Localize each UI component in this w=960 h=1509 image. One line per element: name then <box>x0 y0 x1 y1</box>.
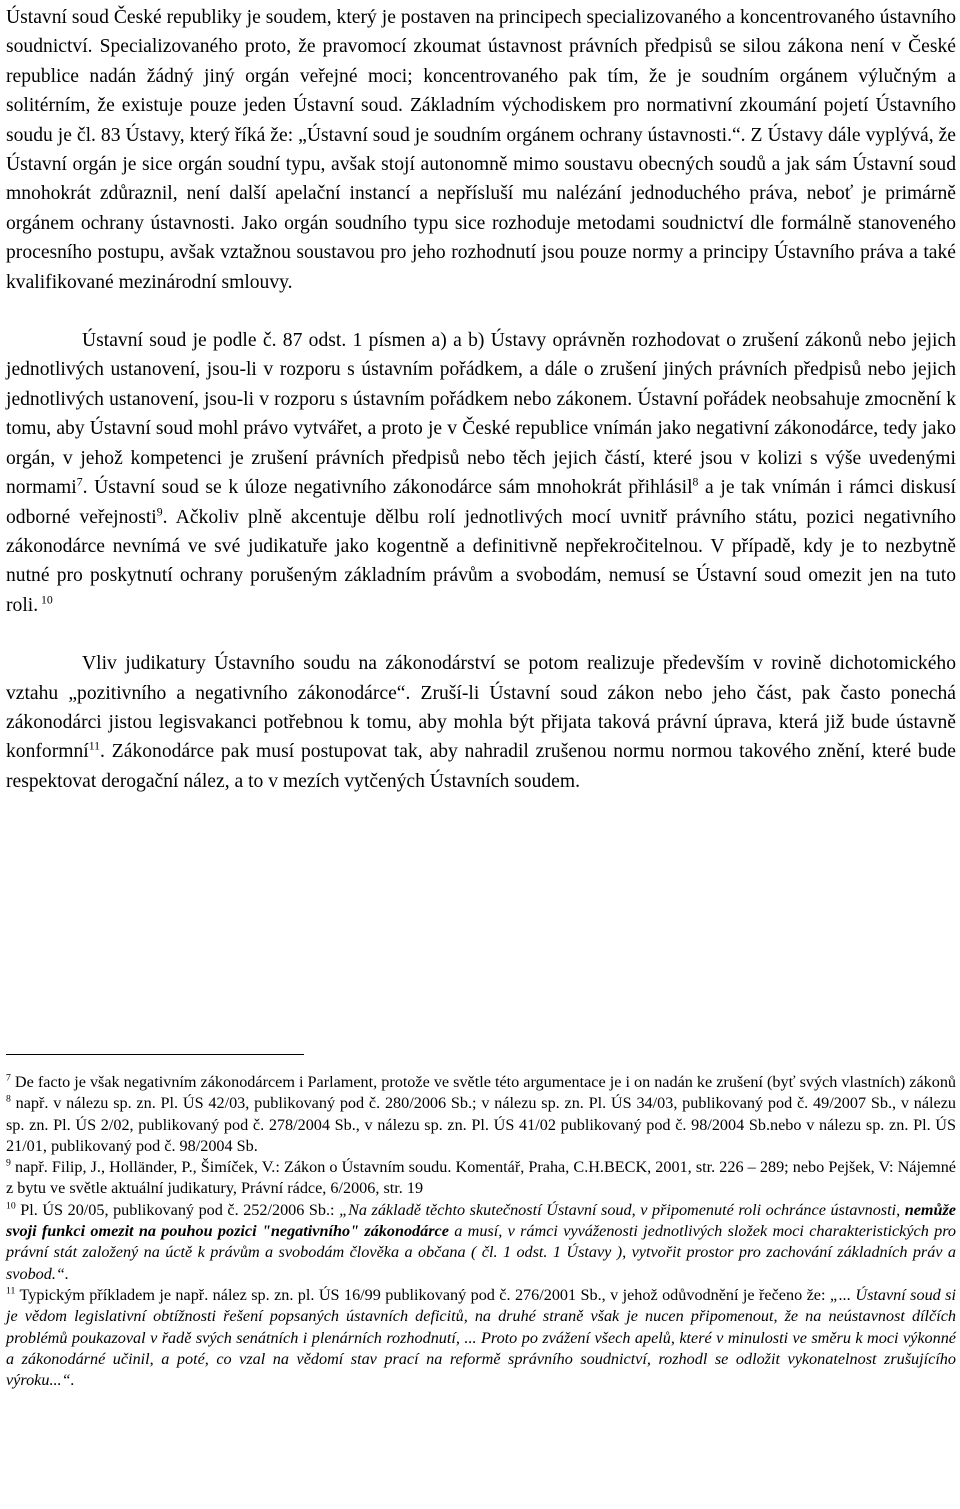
text-run: Vliv judikatury Ústavního soudu na zákonodárství se potom realizuje především v rovině dichotomického vztahu „pozitivního a negativního zákonodárce“. Zruší-li Ústavní soud zákon nebo jeho část, pak často ponechá zákonodárci jistou legisvakanci potřebnou k tomu, aby mohla být přijata taková právní úprava, která již bude ústavně konformní <box>6 653 956 763</box>
footnote-reference: 8 <box>692 475 699 489</box>
footnote-number: 11 <box>6 1285 16 1297</box>
italic-quote: „Na základě těchto skutečností Ústavní soud, v připomenuté roli ochránce ústavnosti, <box>339 1200 905 1219</box>
text-run: De facto je však negativním zákonodárcem i Parlament, protože ve světle této argumentace je i on nadán ke zrušení (byť svých vlastních) zákonů <box>10 1073 957 1091</box>
text-run: např. v nálezu sp. zn. Pl. ÚS 42/03, publikovaný pod č. 280/2006 Sb.; v nálezu sp. zn. Pl. ÚS 34/03, publikovaný pod č. 49/2007 Sb., v nálezu sp. zn. Pl. ÚS 2/02, publikovaný pod č. 278/2004 Sb., v nálezu sp. zn. Pl. ÚS 41/02 publikovaný pod č. 98/2004 Sb.nebo v nálezu sp. zn. Pl. ÚS 21/01, publikovaný pod č. 98/2004 Sb. <box>6 1094 956 1155</box>
footnote-10 <box>6 1200 956 1285</box>
footnote-11 <box>6 1285 956 1391</box>
text-run: Pl. ÚS 20/05, publikovaný pod č. 252/2006 Sb.: <box>15 1200 340 1219</box>
italic-quote: a musí, v rámci vyváženosti jednotlivých složek moci charakteristických pro právní stát založený na úctě k právům a svobodám člověka a občana ( čl. 1 odst. 1 Ústavy ), vytvořit prostor pro zachování základních práv a svobod.“. <box>6 1222 957 1283</box>
paragraph-negative-legislator <box>6 326 956 620</box>
footnote-9 <box>6 1157 956 1200</box>
emphasized-quote: nemůže svoji funkci omezit na pouhou pozici "negativního" zákonodárce <box>6 1200 956 1241</box>
text-run: Typickým příkladem je např. nález sp. zn. pl. ÚS 16/99 publikovaný pod č. 276/2001 Sb., v jehož odůvodnění je řečeno že: <box>15 1285 830 1304</box>
text-run: . Ačkoliv plně akcentuje dělbu rolí jednotlivých mocí uvnitř právního státu, pozici negativního zákonodárce nevnímá ve své judikatuře jako kogentně a definitivně nepřekročitelnou. V případě, kdy je to nezbytně nutné pro poskytnutí ochrany porušeným základním právům a svobodám, nemusí se Ústavní soud omezit jen na tuto roli. <box>6 506 956 616</box>
text-run: . Ústavní soud se k úloze negativního zákonodárce sám mnohokrát přihlásil <box>82 477 693 499</box>
italic-quote: „... Ústavní soud si je vědom legislativní obtížnosti řešení popsaných ústavních deficitů, na druhé straně však je nucen připomenout, že na neústavnost dílčích problémů poukazoval v řadě svých senátních i plenárních rozhodnutí, ... Proto po zvážení všech apelů, které v minulosti ve směru k moci výkonné a zákonodárné učinil, a poté, co vzal na vědomí stav prací na reformě správního soudnictví, rozhodl se odložit vykonatelnost zrušujícího výroku...“. <box>6 1285 956 1390</box>
text-run: a je tak vnímán i rámci diskusí odborné veřejnosti <box>6 477 956 528</box>
footnotes-section <box>6 1072 956 1391</box>
footnote-reference: 10 <box>38 593 53 607</box>
footnote-number: 9 <box>6 1157 11 1169</box>
footnote-8 <box>6 1093 956 1157</box>
footnote-reference: 9 <box>156 504 163 518</box>
footnote-separator <box>6 1054 304 1055</box>
paragraph-constitutional-court-principles <box>6 3 956 297</box>
footnote-number: 8 <box>6 1093 11 1105</box>
footnote-reference: 11 <box>88 739 101 753</box>
footnote-number: 10 <box>6 1200 16 1212</box>
footnote-7 <box>6 1072 956 1093</box>
document-page <box>6 0 956 796</box>
paragraph-legislation-influence <box>6 649 956 796</box>
footnote-reference: 7 <box>76 475 83 489</box>
text-run: . Zákonodárce pak musí postupovat tak, aby nahradil zrušenou normu normou takového znění, které bude respektovat derogační nález, a to v mezích vytčených Ústavních soudem. <box>6 741 956 792</box>
text-run: Ústavní soud je podle č. 87 odst. 1 písmen a) a b) Ústavy oprávněn rozhodovat o zrušení zákonů nebo jejich jednotlivých ustanovení, jsou-li v rozporu s ústavním pořádkem, a dále o zrušení jiných právních předpisů nebo jejich jednotlivých ustanovení, jsou-li v rozporu s ústavním pořádkem nebo zákonem. Ústavní pořádek neobsahuje zmocnění k tomu, aby Ústavní soud mohl právo vytvářet, a proto je v České republice vnímán jako negativní zákonodárce, tedy jako orgán, v jehož kompetenci je zrušení právních předpisů nebo těch jejich částí, které jsou v kolizi s výše uvedenými normami <box>6 330 956 499</box>
footnote-number: 7 <box>6 1072 11 1084</box>
text-run: Ústavní soud České republiky je soudem, který je postaven na principech specializovaného a koncentrovaného ústavního soudnictví. Specializovaného proto, že pravomocí zkoumat ústavnost právních předpisů se silou zákona není v České republice nadán žádný jiný orgán veřejné moci; koncentrovaného pak tím, že je soudním orgánem výlučným a solitérním, že existuje pouze jeden Ústavní soud. Základním východiskem pro normativní zkoumání pojetí Ústavního soudu je čl. 83 Ústavy, který říká že: „Ústavní soud je soudním orgánem ochrany ústavnosti.“. Z Ústavy dále vyplývá, že Ústavní orgán je sice orgán soudní typu, avšak stojí autonomně mimo soustavu obecných soudů a jak sám Ústavní soud mnohokrát zdůraznil, není další apelační instancí a nepřísluší mu nalézání jednoduchého práva, neboť je primárně orgánem ochrany ústavnosti. Jako orgán soudního typu sice rozhoduje metodami soudnictví dle formálně stanoveného procesního postupu, avšak vztažnou soustavou pro jeho rozhodnutí jsou pouze normy a principy Ústavního práva a také kvalifikované mezinárodní smlouvy. <box>6 7 956 293</box>
text-run: např. Filip, J., Holländer, P., Šimíček, V.: Zákon o Ústavním soudu. Komentář, Praha, C.H.BECK, 2001, str. 226 – 289; nebo Pejšek, V: Nájemné z bytu ve světle aktuální judikatury, Právní rádce, 6/2006, str. 19 <box>6 1158 956 1198</box>
